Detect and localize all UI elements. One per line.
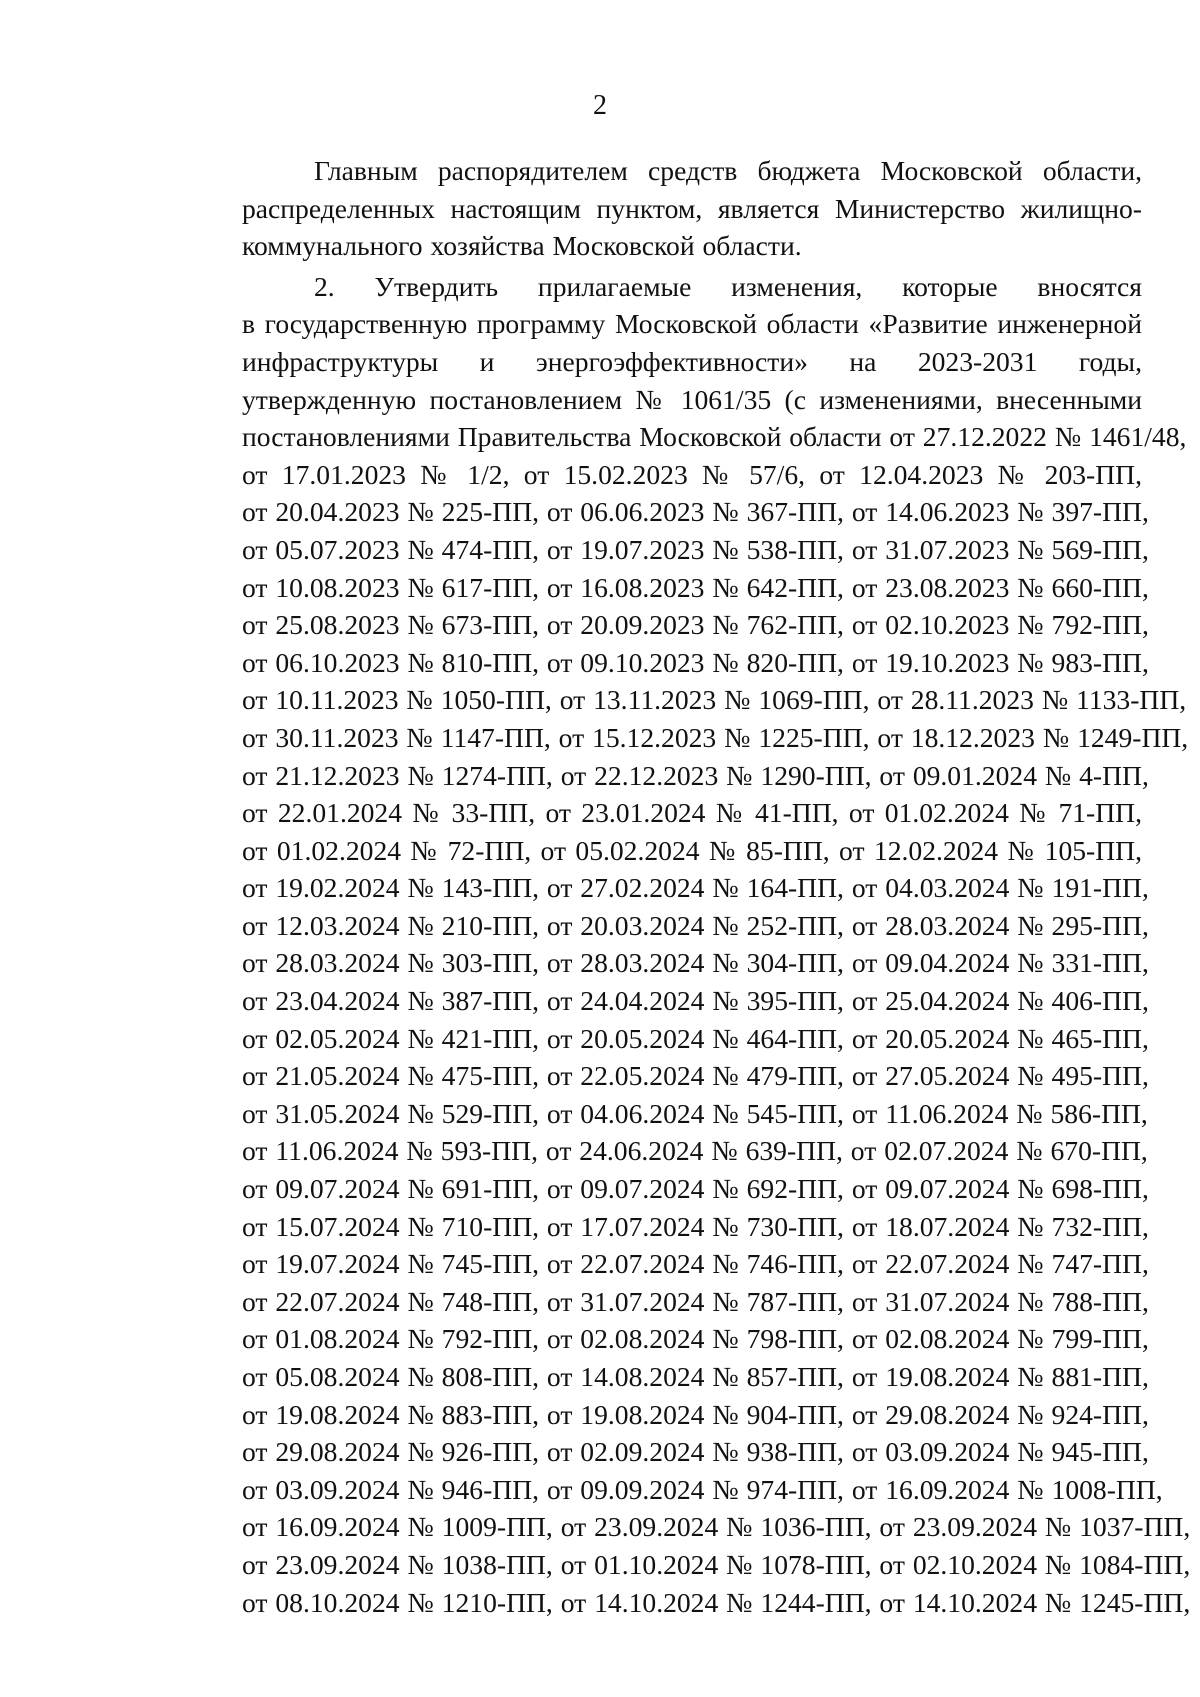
- text-line: от 12.03.2024 № 210-ПП, от 20.03.2024 № 252-ПП, от 28.03.2024 № 295-ПП,: [242, 909, 1149, 941]
- text-line: от 19.07.2024 № 745-ПП, от 22.07.2024 № 746-ПП, от 22.07.2024 № 747-ПП,: [242, 1248, 1149, 1280]
- text-line: от 23.04.2024 № 387-ПП, от 24.04.2024 № 395-ПП, от 25.04.2024 № 406-ПП,: [242, 985, 1149, 1017]
- text-line: от 03.09.2024 № 946-ПП, от 09.09.2024 № 974-ПП, от 16.09.2024 № 1008-ПП,: [242, 1473, 1163, 1505]
- text-line: коммунального хозяйства Московской области.: [242, 230, 802, 262]
- text-line: от 21.12.2023 № 1274-ПП, от 22.12.2023 № 1290-ПП, от 09.01.2024 № 4-ПП,: [242, 759, 1149, 791]
- paragraph-main-administrator: [170, 152, 1142, 265]
- text-line: от 20.04.2023 № 225-ПП, от 06.06.2023 № 367-ПП, от 14.06.2023 № 397-ПП,: [242, 496, 1149, 528]
- text-line: в государственную программу Московской области «Развитие инженерной: [242, 308, 1142, 340]
- text-line: от 31.05.2024 № 529-ПП, от 04.06.2024 № 545-ПП, от 11.06.2024 № 586-ПП,: [242, 1097, 1148, 1129]
- text-line: от 19.02.2024 № 143-ПП, от 27.02.2024 № 164-ПП, от 04.03.2024 № 191-ПП,: [242, 872, 1149, 904]
- text-line: от 23.09.2024 № 1038-ПП, от 01.10.2024 № 1078-ПП, от 02.10.2024 № 1084-ПП,: [242, 1548, 1191, 1580]
- text-line: от 09.07.2024 № 691-ПП, от 09.07.2024 № 692-ПП, от 09.07.2024 № 698-ПП,: [242, 1173, 1149, 1205]
- text-line: от 16.09.2024 № 1009-ПП, от 23.09.2024 № 1036-ПП, от 23.09.2024 № 1037-ПП,: [242, 1511, 1191, 1543]
- text-line: Главным распорядителем средств бюджета Московской области,: [314, 155, 1142, 186]
- text-line: инфраструктуры и энергоэффективности» на 2023-2031 годы,: [242, 345, 1142, 377]
- text-line: от 21.05.2024 № 475-ПП, от 22.05.2024 № 479-ПП, от 27.05.2024 № 495-ПП,: [242, 1060, 1149, 1092]
- text-line: утвержденную постановлением № 1061/35 (с изменениями, внесенными: [242, 383, 1142, 415]
- text-line: от 30.11.2023 № 1147-ПП, от 15.12.2023 № 1225-ПП, от 18.12.2023 № 1249-ПП,: [242, 721, 1189, 753]
- text-line: от 01.08.2024 № 792-ПП, от 02.08.2024 № 798-ПП, от 02.08.2024 № 799-ПП,: [242, 1323, 1149, 1355]
- text-line: от 10.08.2023 № 617-ПП, от 16.08.2023 № 642-ПП, от 23.08.2023 № 660-ПП,: [242, 571, 1149, 603]
- text-line: от 11.06.2024 № 593-ПП, от 24.06.2024 № 639-ПП, от 02.07.2024 № 670-ПП,: [242, 1135, 1148, 1167]
- text-line: от 02.05.2024 № 421-ПП, от 20.05.2024 № 464-ПП, от 20.05.2024 № 465-ПП,: [242, 1022, 1149, 1054]
- text-line: от 22.01.2024 № 33-ПП, от 23.01.2024 № 41-ПП, от 01.02.2024 № 71-ПП,: [242, 797, 1142, 829]
- text-line: 2. Утвердить прилагаемые изменения, которые вносятся: [314, 270, 1142, 302]
- text-line: от 10.11.2023 № 1050-ПП, от 13.11.2023 № 1069-ПП, от 28.11.2023 № 1133-ПП,: [242, 684, 1187, 716]
- text-line: от 15.07.2024 № 710-ПП, от 17.07.2024 № 730-ПП, от 18.07.2024 № 732-ПП,: [242, 1210, 1149, 1242]
- text-line: от 06.10.2023 № 810-ПП, от 09.10.2023 № 820-ПП, от 19.10.2023 № 983-ПП,: [242, 646, 1149, 678]
- page-number: 2: [593, 90, 607, 121]
- document-body: [170, 152, 1191, 1621]
- text-line: от 05.07.2023 № 474-ПП, от 19.07.2023 № 538-ПП, от 31.07.2023 № 569-ПП,: [242, 533, 1149, 565]
- text-line: от 17.01.2023 № 1/2, от 15.02.2023 № 57/6, от 12.04.2023 № 203-ПП,: [242, 458, 1142, 490]
- paragraph-approve-changes: [170, 268, 1191, 1621]
- text-line: от 28.03.2024 № 303-ПП, от 28.03.2024 № 304-ПП, от 09.04.2024 № 331-ПП,: [242, 947, 1149, 979]
- text-line: от 29.08.2024 № 926-ПП, от 02.09.2024 № 938-ПП, от 03.09.2024 № 945-ПП,: [242, 1436, 1149, 1468]
- text-line: от 22.07.2024 № 748-ПП, от 31.07.2024 № 787-ПП, от 31.07.2024 № 788-ПП,: [242, 1285, 1149, 1317]
- text-line: постановлениями Правительства Московской области от 27.12.2022 № 1461/48,: [242, 421, 1187, 453]
- text-line: от 01.02.2024 № 72-ПП, от 05.02.2024 № 85-ПП, от 12.02.2024 № 105-ПП,: [242, 834, 1142, 866]
- text-line: распределенных настоящим пунктом, является Министерство жилищно-: [242, 192, 1142, 224]
- text-line: от 08.10.2024 № 1210-ПП, от 14.10.2024 № 1244-ПП, от 14.10.2024 № 1245-ПП,: [242, 1586, 1191, 1618]
- text-line: от 25.08.2023 № 673-ПП, от 20.09.2023 № 762-ПП, от 02.10.2023 № 792-ПП,: [242, 609, 1149, 641]
- text-line: от 05.08.2024 № 808-ПП, от 14.08.2024 № 857-ПП, от 19.08.2024 № 881-ПП,: [242, 1361, 1149, 1392]
- text-line: от 19.08.2024 № 883-ПП, от 19.08.2024 № 904-ПП, от 29.08.2024 № 924-ПП,: [242, 1398, 1149, 1430]
